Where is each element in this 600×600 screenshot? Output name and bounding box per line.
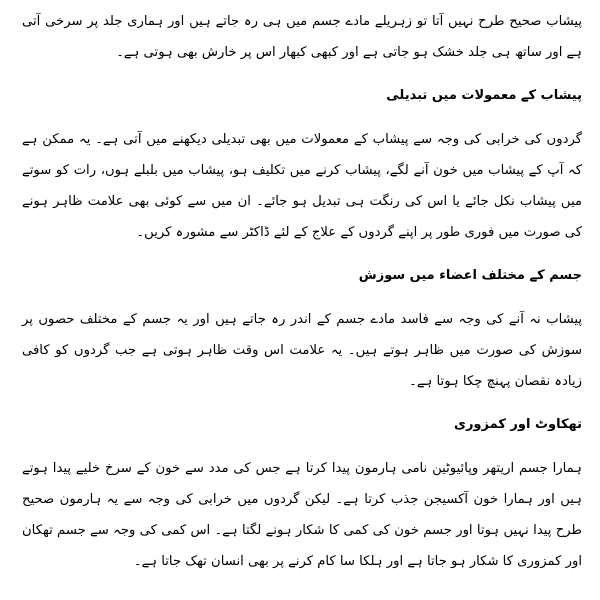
- section-heading-fatigue: تھکاوٹ اور کمزوری: [454, 417, 582, 432]
- section-body-fatigue: ہمارا جسم اریتھر وپائیوٹین نامی ہارمون پیدا کرتا ہے جس کی مدد سے خون کے سرخ خلیے پیدا ہوتے ہیں اور ہمارا خون آکسیجن جذب کرتا ہے۔ لیکن گردوں میں خرابی کی وجہ سے یہ ہارمون صحیح طرح پیدا نہیں ہوتا اور جسم خون کی کمی کا شکار ہونے لگتا ہے۔ اس کمی کی وجہ سے جسم تھکان اور کمزوری کا شکار ہو جاتا ہے اور ہلکا سا کام کرنے پر بھی انسان تھک جاتا ہے۔: [22, 461, 582, 569]
- spacer: [22, 397, 582, 411]
- spacer: [22, 439, 582, 453]
- section-heading-swelling: جسم کے مختلف اعضاء میں سوزش: [358, 268, 582, 283]
- section-body-urination-changes: گردوں کی خرابی کی وجہ سے پیشاب کے معمولات میں بھی تبدیلی دیکھنے میں آتی ہے۔ یہ ممکن ہے کہ آپ کے پیشاب میں خون آنے لگے، پیشاب کرنے میں تکلیف ہو، پیشاب میں بلبلے ہوں، رات کو سوتے میں پیشاب نکل جائے یا اس کی رنگت ہی تبدیل ہو جائے۔ ان میں سے کوئی بھی علامت ظاہر ہونے کی صورت میں فوری طور پر اپنے گردوں کے علاج کے لئے ڈاکٹر سے مشورہ کریں۔: [22, 132, 582, 240]
- spacer: [22, 68, 582, 82]
- spacer: [22, 248, 582, 262]
- section-heading-urination-changes: پیشاب کے معمولات میں تبدیلی: [386, 88, 582, 103]
- section-body-swelling: پیشاب نہ آنے کی وجہ سے فاسد مادے جسم کے اندر رہ جاتے ہیں اور یہ جسم کے مختلف حصوں پر سوزش کی صورت میں ظاہر ہوتے ہیں۔ یہ علامت اس وقت ظاہر ہوتی ہے جب گردوں کو کافی زیادہ نقصان پہنچ چکا ہوتا ہے۔: [22, 312, 582, 389]
- intro-paragraph: پیشاب صحیح طرح نہیں آتا تو زہریلے مادے جسم میں ہی رہ جاتے ہیں اور ہماری جلد پر سرخی آتی ہے اور ساتھ ہی جلد خشک ہو جاتی ہے اور کبھی کبھار اس پر خارش بھی ہوتی ہے۔: [22, 14, 582, 60]
- spacer: [22, 110, 582, 124]
- spacer: [22, 290, 582, 304]
